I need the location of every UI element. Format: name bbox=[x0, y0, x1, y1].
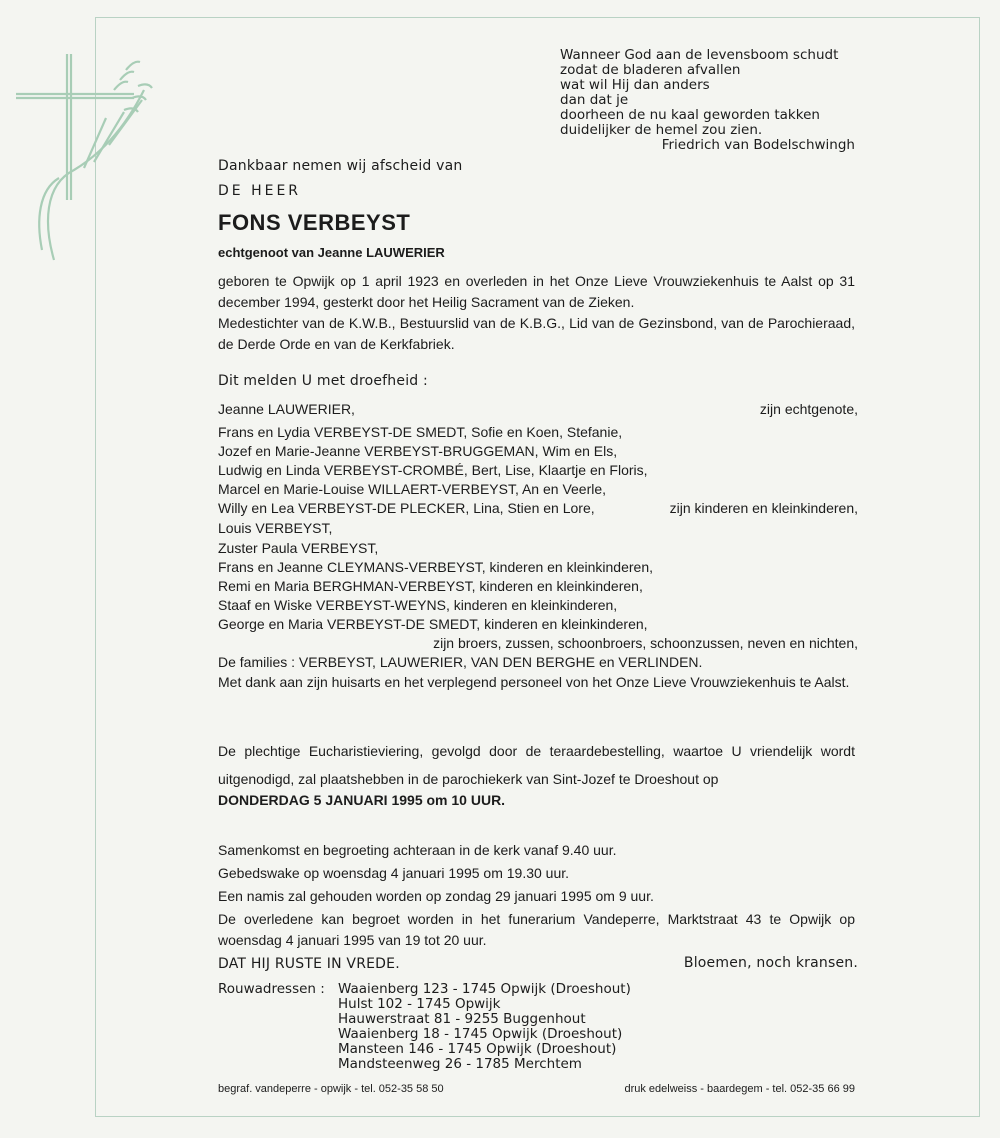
schedule-item: Een namis zal gehouden worden op zondag 29 januari 1995 om 9 uur. bbox=[218, 888, 654, 904]
address-line: Mandsteenweg 26 - 1785 Merchtem bbox=[338, 1056, 582, 1072]
spouse-role: zijn echtgenote, bbox=[759, 401, 858, 417]
funerarium-text: De overledene kan begroet worden in het funerarium Vandeperre, Marktstraat 43 te Opwijk op woensdag 4 januari 1995 van 19 tot 20 uur. bbox=[218, 911, 855, 948]
honorific: DE HEER bbox=[218, 183, 302, 199]
thanks-text: Met dank aan zijn huisarts en het verplegend personeel von het Onze Lieve Vrouwziekenhuis te Aalst. bbox=[218, 674, 850, 690]
poem-author: Friedrich van Bodelschwingh bbox=[661, 137, 855, 153]
list-item: Frans en Lydia VERBEYST-DE SMEDT, Sofie en Koen, Stefanie, bbox=[218, 424, 623, 440]
closing-row bbox=[218, 955, 858, 972]
addresses-label: Rouwadressen : bbox=[218, 981, 325, 997]
schedule-item: Samenkomst en begroeting achteraan in de kerk vanaf 9.40 uur. bbox=[218, 842, 617, 858]
list-item: Staaf en Wiske VERBEYST-WEYNS, kinderen en kleinkinderen, bbox=[218, 597, 618, 613]
ceremony-text: De plechtige Eucharistieviering, gevolgd door de teraardebestelling, waartoe U vriendelijk wordt uitgenodigd, zal plaatshebben in de parochiekerk van Sint-Jozef te Droeshout op bbox=[218, 743, 855, 787]
list-item: Ludwig en Linda VERBEYST-CROMBÉ, Bert, Lise, Klaartje en Floris, bbox=[218, 462, 648, 478]
list-item: Louis VERBEYST, bbox=[218, 520, 333, 536]
intro-text: Dankbaar nemen wij afscheid van bbox=[218, 158, 463, 174]
poem-line: Wanneer God aan de levensboom schudt bbox=[560, 47, 839, 63]
address-line: Waaienberg 18 - 1745 Opwijk (Droeshout) bbox=[338, 1026, 623, 1042]
flowers-text: Bloemen, noch kransen. bbox=[683, 955, 858, 971]
siblings-role: zijn broers, zussen, schoonbroers, schoonzussen, neven en nichten, bbox=[433, 635, 858, 651]
list-item: Frans en Jeanne CLEYMANS-VERBEYST, kinderen en kleinkinderen, bbox=[218, 559, 653, 575]
children-last-row bbox=[218, 500, 858, 516]
schedule-item: Gebedswake op woensdag 4 januari 1995 om 19.30 uur. bbox=[218, 865, 570, 881]
rest-text: DAT HIJ RUSTE IN VREDE. bbox=[218, 956, 400, 972]
list-item: George en Maria VERBEYST-DE SMEDT, kinderen en kleinkinderen, bbox=[218, 616, 648, 632]
poem-line: dan dat je bbox=[560, 92, 629, 108]
spouse-name: Jeanne LAUWERIER, bbox=[218, 401, 355, 417]
address-line: Hulst 102 - 1745 Opwijk bbox=[338, 996, 501, 1012]
memberships-text: Medestichter van de K.W.B., Bestuurslid van de K.B.G., Lid van de Gezinsbond, van de Parochieraad, de Derde Orde en van de Kerkfabriek. bbox=[218, 315, 855, 352]
list-item: Jozef en Marie-Jeanne VERBEYST-BRUGGEMAN, Wim en Els, bbox=[218, 443, 618, 459]
list-item: Remi en Maria BERGHMAN-VERBEYST, kinderen en kleinkinderen, bbox=[218, 578, 643, 594]
poem-line: wat wil Hij dan anders bbox=[560, 77, 710, 93]
list-item: Willy en Lea VERBEYST-DE PLECKER, Lina, Stien en Lore, bbox=[218, 500, 595, 516]
footer-printer: druk edelweiss - baardegem - tel. 052-35 66 99 bbox=[624, 1083, 855, 1095]
address-line: Hauwerstraat 81 - 9255 Buggenhout bbox=[338, 1011, 586, 1027]
announce-text: Dit melden U met droefheid : bbox=[218, 373, 428, 389]
poem-line: doorheen de nu kaal geworden takken bbox=[560, 107, 820, 123]
footer-undertaker: begraf. vandeperre - opwijk - tel. 052-35 58 50 bbox=[218, 1083, 444, 1095]
address-line: Mansteen 146 - 1745 Opwijk (Droeshout) bbox=[338, 1041, 617, 1057]
children-role: zijn kinderen en kleinkinderen, bbox=[669, 500, 858, 516]
birth-death-text: geboren te Opwijk op 1 april 1923 en overleden in het Onze Lieve Vrouwziekenhuis te Aalst op 31 december 1994, gesterkt door het Heilig Sacrament van de Zieken. bbox=[218, 273, 855, 310]
families-text: De families : VERBEYST, LAUWERIER, VAN DEN BERGHE en VERLINDEN. bbox=[218, 654, 703, 670]
poem bbox=[560, 48, 855, 153]
list-item: Zuster Paula VERBEYST, bbox=[218, 540, 379, 556]
cross-and-wheat-icon bbox=[14, 50, 164, 270]
ceremony-date: DONDERDAG 5 JANUARI 1995 om 10 UUR. bbox=[218, 792, 506, 808]
spouse-row bbox=[218, 401, 858, 417]
poem-line: zodat de bladeren afvallen bbox=[560, 62, 741, 78]
deceased-name: FONS VERBEYST bbox=[218, 210, 411, 235]
list-item: Marcel en Marie-Louise WILLAERT-VERBEYST, An en Veerle, bbox=[218, 481, 607, 497]
address-line: Waaienberg 123 - 1745 Opwijk (Droeshout) bbox=[338, 981, 631, 997]
poem-line: duidelijker de hemel zou zien. bbox=[560, 122, 763, 138]
spouse-line: echtgenoot van Jeanne LAUWERIER bbox=[218, 245, 445, 260]
